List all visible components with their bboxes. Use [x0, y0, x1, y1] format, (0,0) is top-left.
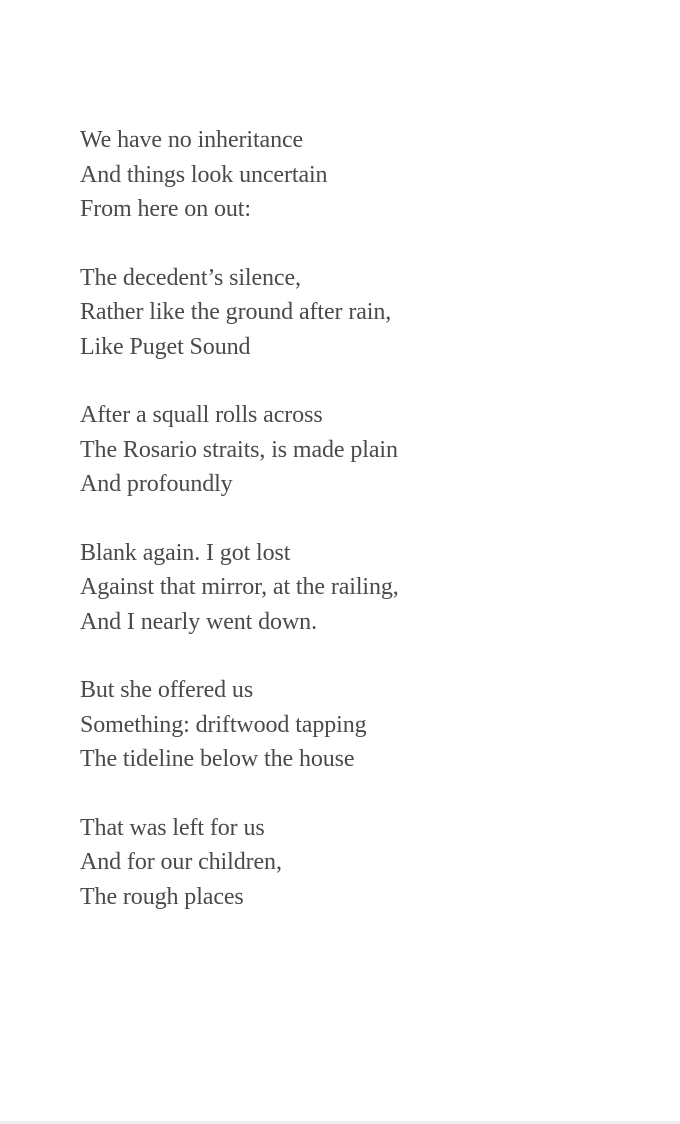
poem-line: After a squall rolls across — [80, 402, 323, 428]
stanza-2 — [80, 261, 640, 365]
poem-line: The decedent’s silence, — [80, 264, 301, 291]
poem-body — [80, 123, 640, 948]
poem-line: Something: driftwood tapping — [80, 711, 367, 738]
poem-line: Like Puget Sound — [80, 333, 251, 360]
stanza-5 — [80, 673, 640, 777]
poem-line: The tideline below the house — [80, 746, 355, 772]
poem-line: But she offered us — [80, 677, 254, 703]
poem-line: And for our children, — [80, 849, 282, 875]
stanza-6 — [80, 811, 640, 915]
poem-line: And things look uncertain — [80, 161, 328, 188]
poem-line: Blank again. I got lost — [80, 539, 291, 566]
poem-line: The rough places — [80, 883, 244, 910]
stanza-4 — [80, 536, 640, 640]
poem-line: Rather like the ground after rain, — [80, 299, 392, 325]
poem-line: The Rosario straits, is made plain — [80, 436, 398, 463]
poem-line: We have no inheritance — [80, 127, 304, 153]
stanza-3 — [80, 398, 640, 502]
poem-line: And profoundly — [80, 471, 233, 497]
poem-line: That was left for us — [80, 814, 265, 841]
poem-line: Against that mirror, at the railing, — [80, 574, 399, 600]
poem-line: And I nearly went down. — [80, 608, 317, 635]
poem-line: From here on out: — [80, 196, 251, 222]
stanza-1 — [80, 123, 640, 227]
